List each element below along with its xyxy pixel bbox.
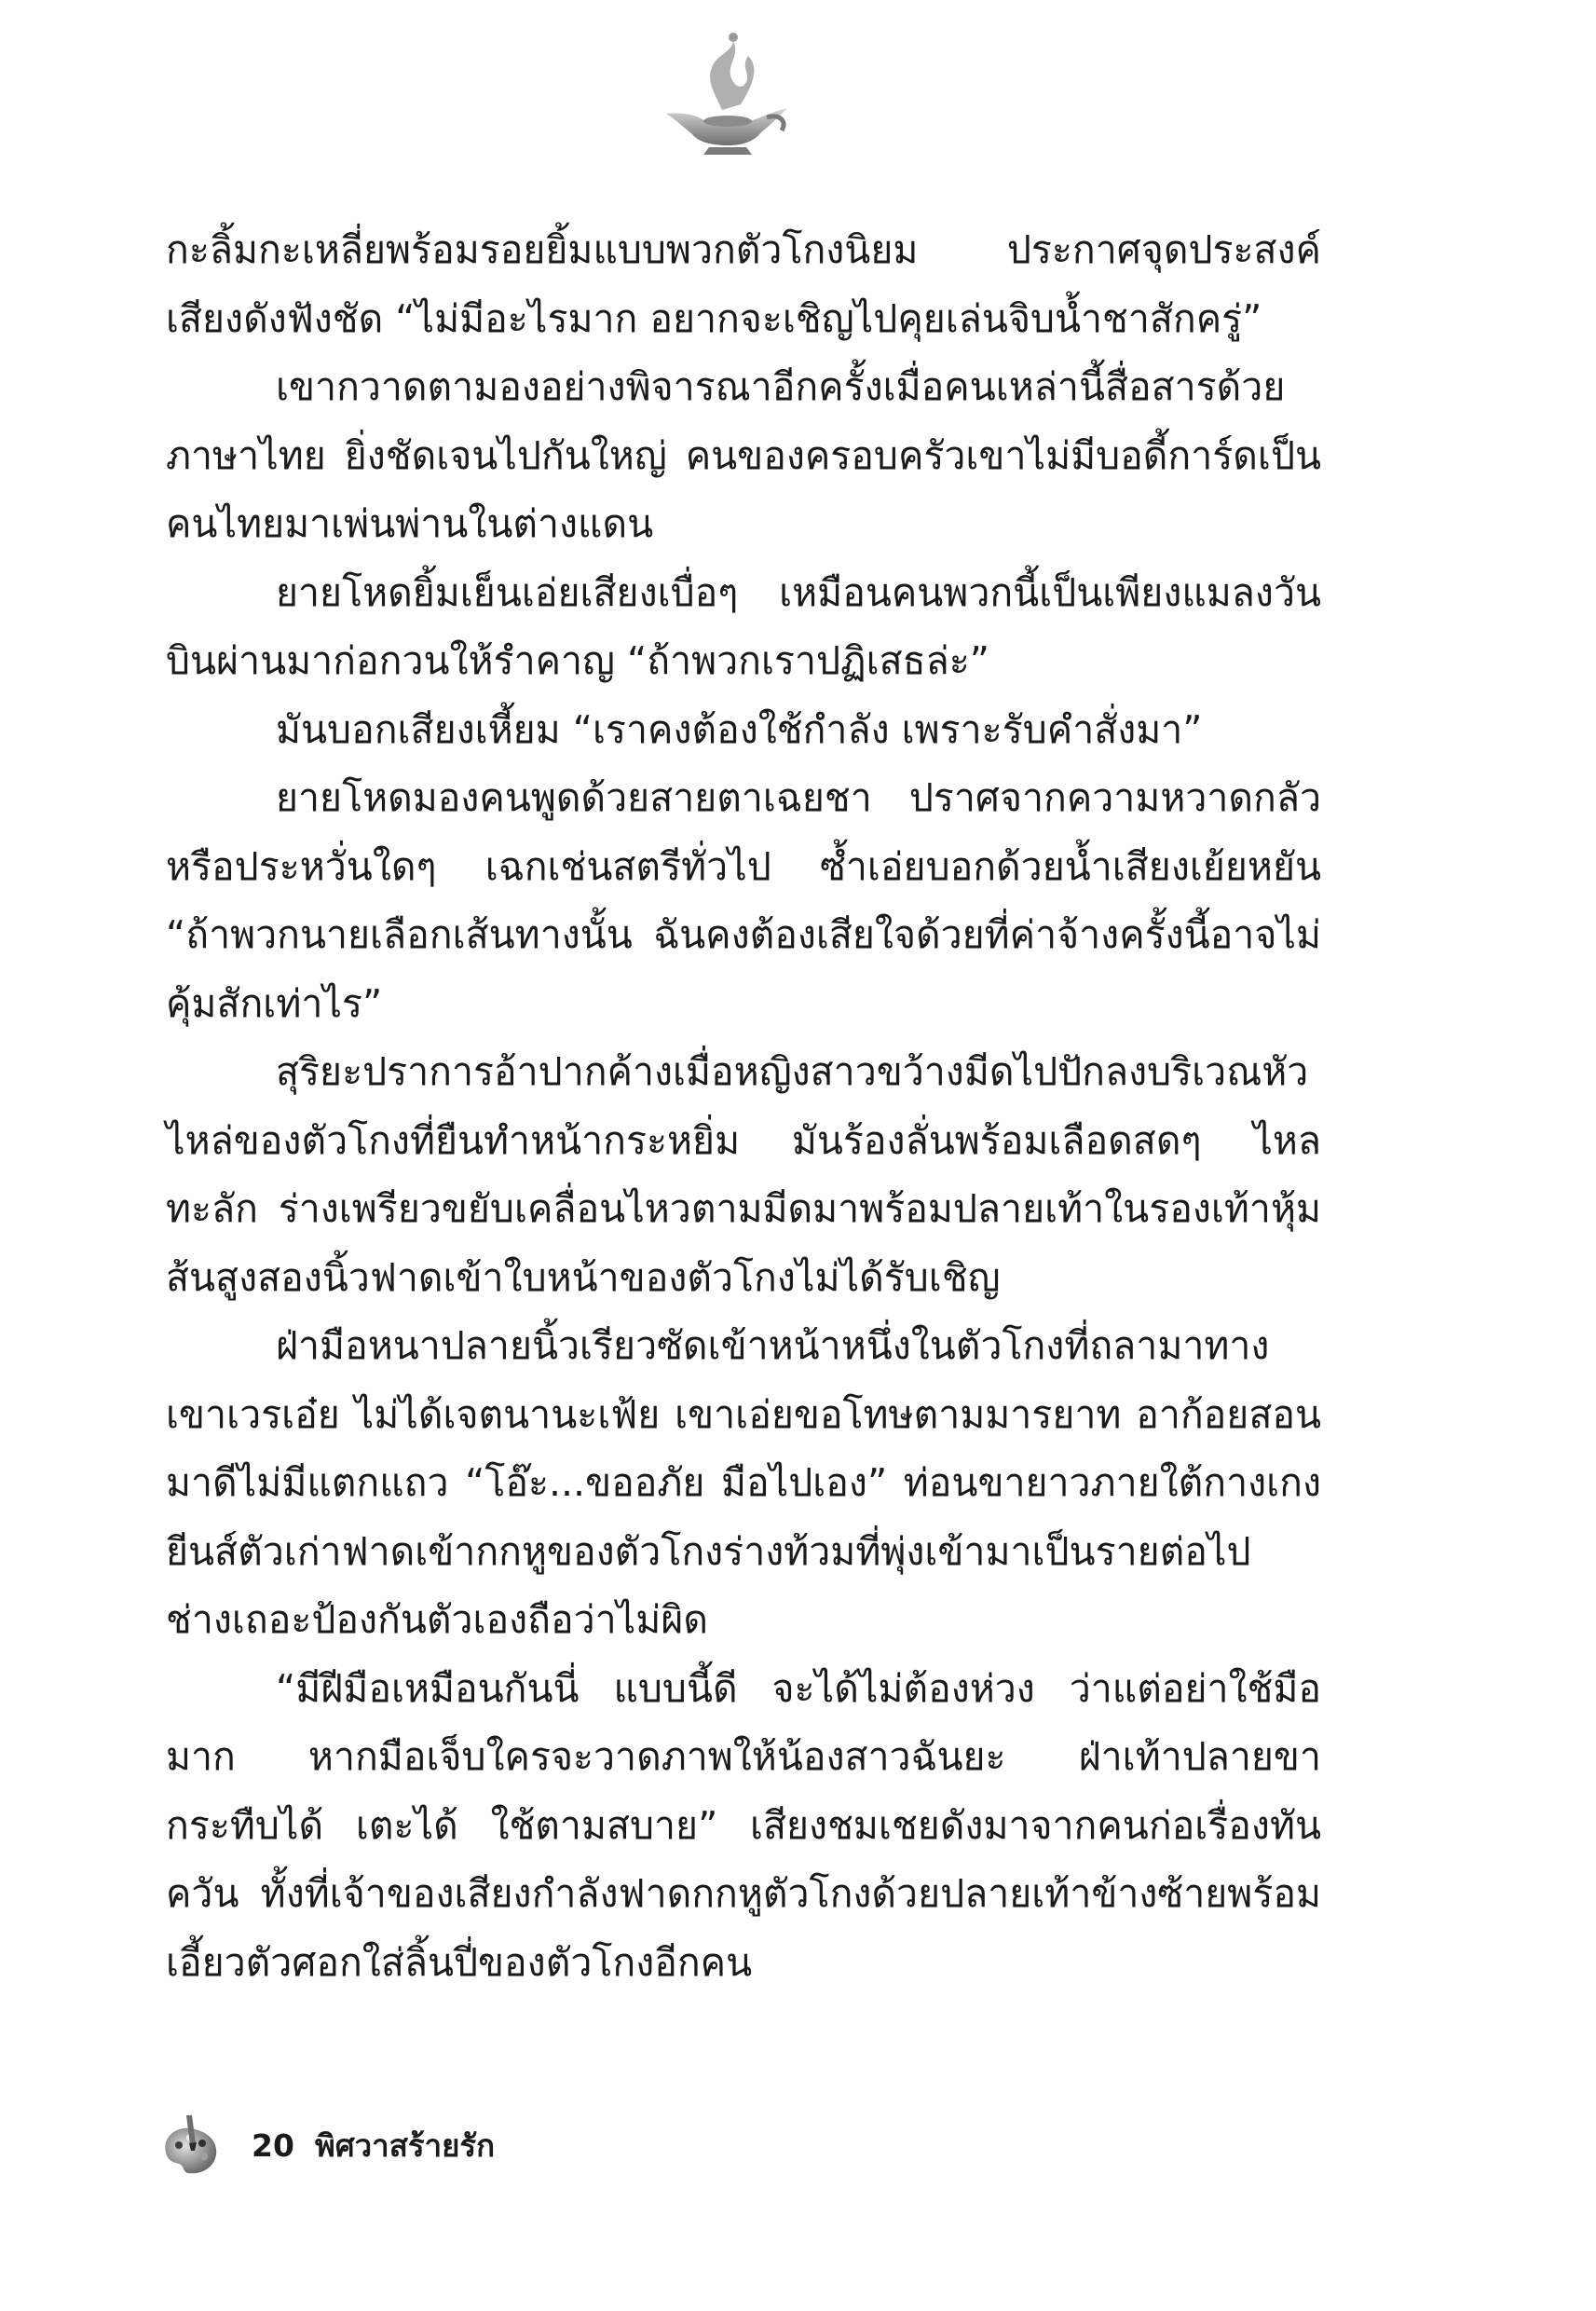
book-title: พิศวาสร้ายรัก [314, 2126, 496, 2164]
paragraph: มันบอกเสียงเหี้ยม “เราคงต้องใช้กำลัง เพราะรับคำสั่งมา” [276, 706, 1203, 752]
genie-lamp-icon [657, 28, 797, 158]
paragraph: ฝ่ามือหนาปลายนิ้วเรียวซัดเข้าหน้าหนึ่งในตัวโกงที่ถลามาทางเขาเวรเอ๋ย ไม่ได้เจตนานะเฟ้ย เขาเอ่ยขอโทษตามมารยาท อาก้อยสอนมาดีไม่มีแตกแถว “โอ๊ะ...ขออภัย มือไปเอง” ท่อนขายาวภายใต้กางเกงยีนส์ตัวเก่าฟาดเข้ากกหูของตัวโกงร่างท้วมที่พุ่งเข้ามาเป็นรายต่อไป ช่างเถอะป้องกันตัวเองถือว่าไม่ผิด [166, 1323, 1321, 1642]
paragraph: สุริยะปราการอ้าปากค้างเมื่อหญิงสาวขว้างมีดไปปักลงบริเวณหัวไหล่ของตัวโกงที่ยืนทำหน้ากระหยิ่ม มันร้องลั่นพร้อมเลือดสดๆ ไหลทะลัก ร่างเพรียวขยับเคลื่อนไหวตามมีดมาพร้อมปลายเท้าในรองเท้าหุ้มส้นสูงสองนิ้วฟาดเข้าใบหน้าของตัวโกงไม่ได้รับเชิญ [166, 1049, 1321, 1300]
paragraph: ยายโหดมองคนพูดด้วยสายตาเฉยชา ปราศจากความหวาดกลัวหรือประหวั่นใดๆ เฉกเช่นสตรีทั่วไป ซ้ำเอ่ยบอกด้วยน้ำเสียงเย้ยหยัน “ถ้าพวกนายเลือกเส้นทางนั้น ฉันคงต้องเสียใจด้วยที่ค่าจ้างครั้งนี้อาจไม่คุ้มสักเท่าไร” [166, 775, 1321, 1026]
chapter-body-text [166, 216, 1321, 1997]
paragraph: “มีฝีมือเหมือนกันนี่ แบบนี้ดี จะได้ไม่ต้องห่วง ว่าแต่อย่าใช้มือมาก หากมือเจ็บใครจะวาดภาพให้น้องสาวฉันยะ ฝ่าเท้าปลายขา กระทืบได้ เตะได้ ใช้ตามสบาย” เสียงชมเชยดังมาจากคนก่อเรื่องทันควัน ทั้งที่เจ้าของเสียงกำลังฟาดกกหูตัวโกงด้วยปลายเท้าข้างซ้ายพร้อมเอี้ยวตัวศอกใส่ลิ้นปี่ของตัวโกงอีกคน [166, 1665, 1321, 1985]
page-footer [158, 2108, 495, 2182]
paint-palette-icon [158, 2112, 224, 2179]
paragraph: เขากวาดตามองอย่างพิจารณาอีกครั้งเมื่อคนเหล่านี้สื่อสารด้วยภาษาไทย ยิ่งชัดเจนไปกันใหญ่ คนของครอบครัวเขาไม่มีบอดี้การ์ดเป็นคนไทยมาเพ่นพ่านในต่างแดน [166, 364, 1321, 546]
paragraph: กะลิ้มกะเหลี่ยพร้อมรอยยิ้มแบบพวกตัวโกงนิยม ประกาศจุดประสงค์เสียงดังฟังชัด “ไม่มีอะไรมาก อยากจะเชิญไปคุยเล่นจิบน้ำชาสักครู่” [166, 227, 1321, 341]
page-number: 20 [252, 2126, 294, 2164]
paragraph: ยายโหดยิ้มเย็นเอ่ยเสียงเบื่อๆ เหมือนคนพวกนี้เป็นเพียงแมลงวันบินผ่านมาก่อกวนให้รำคาญ “ถ้าพวกเราปฏิเสธล่ะ” [166, 569, 1321, 683]
